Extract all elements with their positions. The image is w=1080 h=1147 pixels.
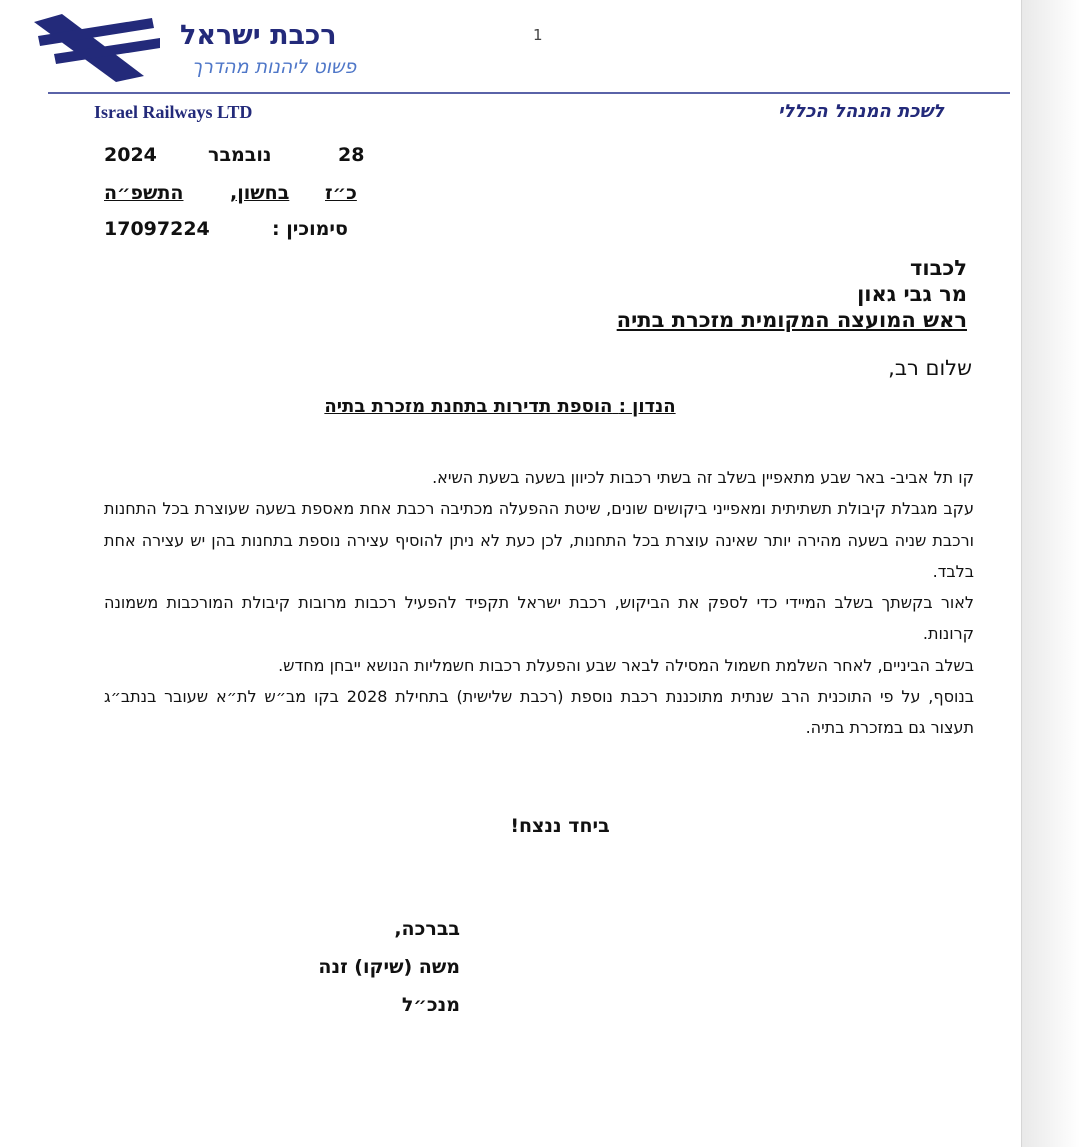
closing-slogan: ביחד ננצח! (510, 815, 610, 837)
reference-number: 17097224 (104, 218, 210, 240)
signatory-title: מנכ״ל (401, 994, 460, 1016)
logo-slogan: פשוט ליהנות מהדרך (192, 56, 357, 78)
body-paragraph: קו תל אביב- באר שבע מתאפיין בשלב זה בשתי רכבות לכיוון בשעה בשעת השיא. (432, 468, 974, 487)
page-number: 1 (533, 26, 543, 44)
subject-label: הנדון : (618, 396, 676, 417)
addressee-name: מר גבי גאון (857, 282, 967, 306)
hebrew-date-day: כ״ז (325, 182, 357, 204)
body-paragraph: לאור בקשתך בשלב המיידי כדי לספק את הביקוש, רכבת ישראל תקפיד להפעיל רכבות מרובות קיבולת המורכבות משמונה קרונות. (104, 593, 974, 644)
railway-emblem-icon (32, 10, 162, 82)
greeting: שלום רב, (888, 356, 972, 380)
body-paragraph: עקב מגבלת קיבולת תשתיתית ומאפייני ביקושים שונים, שיטת ההפעלה מכתיבה רכבת אחת מאספת בשעה שעוצרת בכל התחנות ורכבת שניה בשעה מהירה יותר שאינה עוצרת בכל התחנות, לכן כעת לא ניתן להוסיף עצירה נוספת בתחנות בהן יש עצירה אחת בלבד. (104, 499, 974, 581)
page-edge-shadow (1021, 0, 1022, 1147)
company-name-en: Israel Railways LTD (94, 102, 253, 122)
signature-block (318, 910, 460, 1024)
addressee-block (617, 255, 967, 333)
office-name: לשכת המנהל הכללי (778, 101, 944, 122)
addressee-salutation: לכבוד (910, 256, 967, 280)
subject-line (300, 396, 700, 417)
page-edge (1022, 0, 1080, 1147)
signature-closing: בברכה, (394, 918, 460, 940)
reference-label: סימוכין : (272, 218, 348, 240)
date-month: נובמבר (208, 144, 272, 166)
hebrew-date-month: בחשון, (230, 182, 290, 204)
body-paragraph: בנוסף, על פי התוכנית הרב שנתית מתוכננת רכבת נוספת (רכבת שלישית) בתחילת 2028 בקו מב״ש לת״א שעובר בנתב״ג תעצור גם במזכרת בתיה. (104, 687, 975, 738)
header-divider (48, 92, 1010, 94)
subject-text: הוספת תדירות בתחנת מזכרת בתיה (324, 396, 613, 417)
logo-name: רכבת ישראל (180, 20, 337, 51)
date-day: 28 (338, 144, 365, 166)
hebrew-date-year: התשפ״ה (104, 182, 184, 204)
date-year: 2024 (104, 144, 157, 166)
body-paragraph: בשלב הביניים, לאחר השלמת חשמול המסילה לבאר שבע והפעלת רכבות חשמליות הנושא ייבחן מחדש. (278, 655, 974, 675)
israel-railways-logo (32, 10, 357, 86)
letter-body (104, 462, 974, 744)
addressee-title: ראש המועצה המקומית מזכרת בתיה (616, 308, 967, 332)
signatory-name: משה (שיקו) זנה (318, 956, 460, 978)
